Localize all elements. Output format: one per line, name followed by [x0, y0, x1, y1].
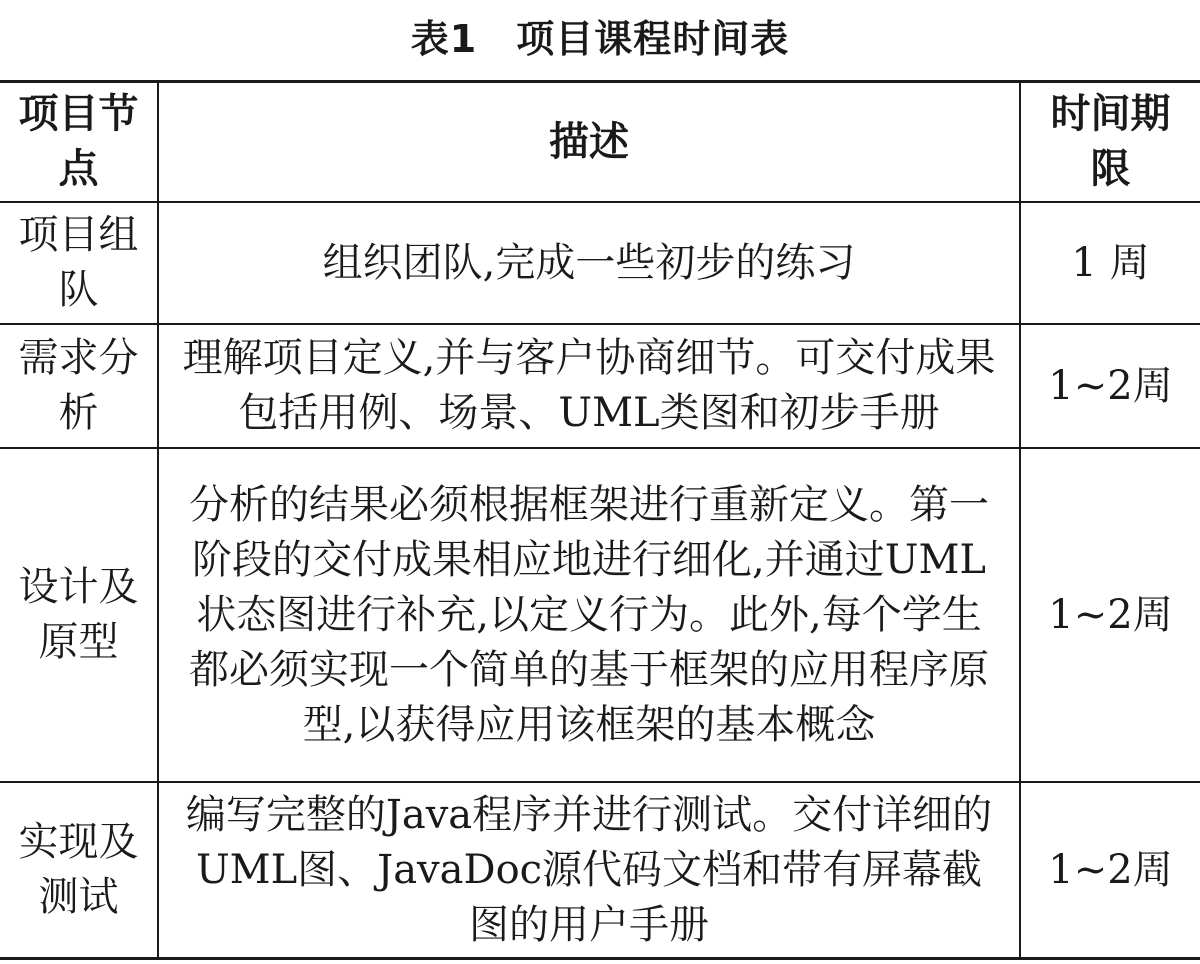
cell-duration: 1~2周 [1020, 448, 1200, 782]
table-row [0, 324, 1200, 448]
cell-duration: 1 周 [1020, 202, 1200, 324]
cell-description: 理解项目定义,并与客户协商细节。可交付成果包括用例、场景、UML类图和初步手册 [158, 324, 1020, 448]
table-row [0, 448, 1200, 782]
project-schedule-table [0, 80, 1200, 960]
cell-node: 需求分析 [0, 324, 158, 448]
header-description: 描述 [158, 82, 1020, 203]
cell-node: 实现及测试 [0, 782, 158, 959]
cell-duration: 1~2周 [1020, 782, 1200, 959]
table-row [0, 782, 1200, 959]
cell-description: 编写完整的Java程序并进行测试。交付详细的UML图、JavaDoc源代码文档和带有屏幕截图的用户手册 [158, 782, 1020, 959]
cell-node: 项目组队 [0, 202, 158, 324]
table-row [0, 202, 1200, 324]
table-caption: 表1 项目课程时间表 [410, 17, 790, 61]
cell-node: 设计及原型 [0, 448, 158, 782]
cell-description: 组织团队,完成一些初步的练习 [158, 202, 1020, 324]
cell-description: 分析的结果必须根据框架进行重新定义。第一阶段的交付成果相应地进行细化,并通过UML状态图进行补充,以定义行为。此外,每个学生都必须实现一个简单的基于框架的应用程序原型,以获得应用该框架的基本概念 [158, 448, 1020, 782]
header-node: 项目节点 [0, 82, 158, 203]
table-header-row [0, 82, 1200, 203]
header-duration: 时间期限 [1020, 82, 1200, 203]
cell-duration: 1~2周 [1020, 324, 1200, 448]
